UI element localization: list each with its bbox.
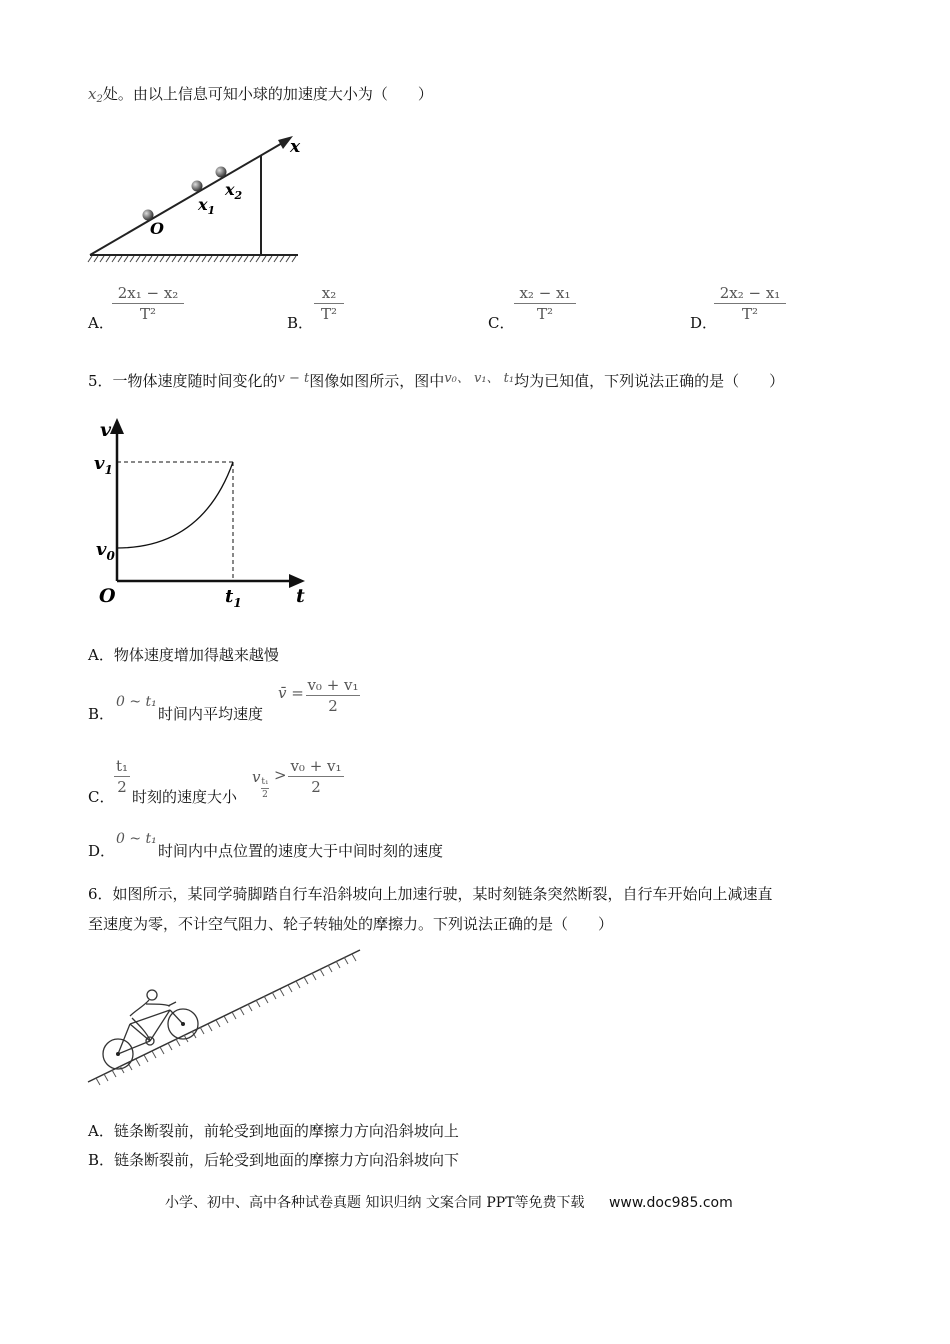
- q5-option-a: A．物体速度增加得越来越慢: [88, 646, 279, 664]
- q5-option-c-text: 时刻的速度大小: [132, 788, 238, 806]
- q4-option-a-letter: A．: [88, 314, 114, 332]
- vt-curve: [117, 462, 233, 548]
- svg-text:v1: $v_1$: [94, 453, 113, 477]
- q4-stem-tail: $x_2$处。由以上信息可知小球的加速度大小为（ ）: [88, 85, 433, 105]
- q4-option-c-letter: C．: [488, 314, 515, 332]
- q5-option-d-text: 时间内中点位置的速度大于中间时刻的速度: [158, 842, 444, 860]
- q5-option-b-letter: B．: [88, 705, 115, 723]
- q5-option-d-letter: D．: [88, 842, 116, 860]
- q4-option-c-fraction: x₂ − x₁ T²: [514, 284, 576, 323]
- q5-option-c-fraction: v₀ + v₁ 2: [288, 757, 344, 796]
- q4-incline-figure: [86, 130, 306, 265]
- svg-text:x1: $x_1$: [198, 195, 216, 217]
- ball-x1: [192, 181, 203, 192]
- svg-text:v0: $v_0$: [96, 539, 115, 563]
- q4-axis-label: x: [290, 137, 301, 157]
- q5-option-c-sub-fraction: t₁ 2: [261, 777, 269, 800]
- q5-option-c-t-fraction: t₁ 2: [115, 757, 129, 796]
- q5-option-b-lhs: v̄ =: [278, 684, 304, 702]
- q4-option-b-fraction: x₂ T²: [314, 284, 344, 323]
- q5-option-d-range: 0 ~ t₁: [116, 831, 157, 847]
- q4-origin-label: O: [150, 219, 164, 238]
- q4-var-x2: $x_2$: [88, 85, 103, 105]
- svg-text:t1: $t_1$: [225, 586, 242, 610]
- svg-text:t: t: [296, 585, 305, 607]
- q5-option-c-lhs: v: [252, 768, 261, 786]
- footer-text: 小学、初中、高中各种试卷真题 知识归纳 文案合同 PPT等免费下载: [165, 1195, 585, 1211]
- svg-text:v: v: [100, 419, 112, 441]
- q4-option-a-fraction: 2x₁ − x₂ T²: [112, 284, 184, 323]
- q6-option-b: B．链条断裂前，后轮受到地面的摩擦力方向沿斜坡向下: [88, 1151, 460, 1169]
- q6-stem-line1: 6．如图所示，某同学骑脚踏自行车沿斜坡向上加速行驶，某时刻链条突然断裂，自行车开始向上减速直: [88, 885, 773, 903]
- q5-option-b-text: 时间内平均速度: [158, 705, 264, 723]
- ball-x2: [216, 167, 227, 178]
- q4-option-d-letter: D．: [690, 314, 718, 332]
- q5-option-b-fraction: v₀ + v₁ 2: [307, 676, 359, 715]
- q5-stem: 5．一物体速度随时间变化的v − t图像如图所示，图中v₀、 v₁、 t₁均为已知值，下列说法正确的是（ ）: [88, 371, 785, 390]
- q4-option-b-letter: B．: [287, 314, 314, 332]
- q5-option-c-gt: >: [274, 766, 287, 784]
- footer-url[interactable]: www.doc985.com: [608, 1195, 733, 1211]
- q6-option-a: A．链条断裂前，前轮受到地面的摩擦力方向沿斜坡向上: [88, 1122, 459, 1140]
- q6-stem-line2: 至速度为零，不计空气阻力、轮子转轴处的摩擦力。下列说法正确的是（ ）: [88, 915, 614, 933]
- q5-option-b-range: 0 ~ t₁: [116, 694, 157, 710]
- svg-text:O: O: [99, 585, 116, 607]
- q4-option-d-fraction: 2x₂ − x₁ T²: [714, 284, 786, 323]
- q6-bicycle-figure: [84, 944, 369, 1094]
- footer: [165, 1192, 733, 1212]
- svg-text:x2: $x_2$: [225, 180, 243, 202]
- bicycle: [103, 990, 198, 1069]
- q5-option-c-letter: C．: [88, 788, 115, 806]
- q5-vt-graph: [90, 414, 315, 614]
